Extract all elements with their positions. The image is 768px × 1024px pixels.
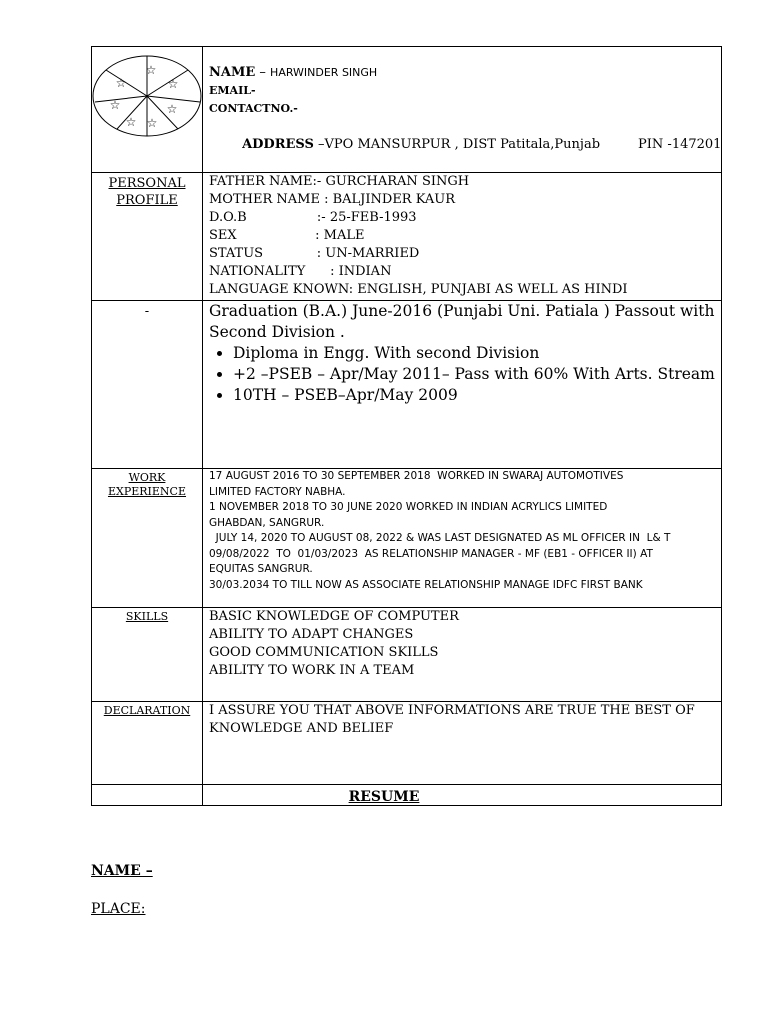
- star-icon: ☆: [167, 77, 179, 91]
- declaration-heading: [92, 702, 203, 785]
- personal-profile-row: [92, 173, 722, 301]
- name-label: NAME: [209, 65, 256, 80]
- declaration-line: KNOWLEDGE AND BELIEF: [209, 721, 394, 736]
- nationality: NATIONALITY : INDIAN: [209, 264, 392, 279]
- education-details: [203, 301, 722, 469]
- work-line: 30/03.2034 TO TILL NOW AS ASSOCIATE RELATIONSHIP MANAGE IDFC FIRST BANK: [209, 578, 643, 591]
- star-icon: ☆: [109, 98, 121, 112]
- star-icon: ☆: [125, 115, 137, 129]
- resume-title: RESUME: [348, 789, 420, 805]
- star-icon: ☆: [145, 63, 157, 77]
- contact-label: CONTACTNO.-: [209, 102, 298, 115]
- work-line: 17 AUGUST 2016 TO 30 SEPTEMBER 2018 WORKED IN SWARAJ AUTOMOTIVES: [209, 470, 624, 482]
- contact-cell: [203, 47, 722, 173]
- personal-profile-heading: [92, 173, 203, 301]
- resume-table: [91, 46, 722, 806]
- work-experience-row: [92, 469, 722, 608]
- declaration-title: DECLARATION: [103, 704, 191, 717]
- education-row: [92, 301, 722, 469]
- address-label: ADDRESS: [242, 137, 314, 152]
- education-intro: Graduation (B.A.) June-2016 (Punjabi Uni. Patiala ) Passout with Second Division .: [209, 302, 715, 341]
- education-heading: [92, 301, 203, 469]
- marital-status: STATUS : UN-MARRIED: [209, 246, 420, 261]
- sex: SEX : MALE: [209, 228, 365, 243]
- work-line: LIMITED FACTORY NABHA.: [209, 485, 346, 498]
- skills-title: SKILLS: [125, 610, 169, 623]
- header-row: [92, 47, 722, 173]
- footer-place-label: PLACE:: [91, 901, 146, 917]
- work-line: JULY 14, 2020 TO AUGUST 08, 2022 & WAS LAST DESIGNATED AS ML OFFICER IN L& T: [209, 532, 671, 544]
- education-title: -: [144, 304, 150, 319]
- skill-item: GOOD COMMUNICATION SKILLS: [209, 645, 439, 660]
- education-list: [209, 343, 721, 406]
- work-title: WORK EXPERIENCE: [107, 471, 187, 498]
- list-item: • +2 –PSEB – Apr/May 2011– Pass with 60% With Arts. Stream: [233, 364, 721, 385]
- work-experience-heading: [92, 469, 203, 608]
- star-icon: ☆: [146, 116, 158, 130]
- list-item: • Diploma in Engg. With second Division: [233, 343, 721, 364]
- skill-item: ABILITY TO ADAPT CHANGES: [209, 627, 414, 642]
- work-line: 1 NOVEMBER 2018 TO 30 JUNE 2020 WORKED IN INDIAN ACRYLICS LIMITED: [209, 501, 608, 513]
- star-icon: ☆: [115, 76, 127, 90]
- skills-heading: [92, 608, 203, 702]
- declaration-line: I ASSURE YOU THAT ABOVE INFORMATIONS ARE TRUE THE BEST OF: [209, 703, 695, 718]
- mother-name: MOTHER NAME : BALJINDER KAUR: [209, 192, 456, 207]
- skill-item: ABILITY TO WORK IN A TEAM: [209, 663, 415, 678]
- name-value: HARWINDER SINGH: [270, 66, 378, 79]
- personal-title-line1: PERSONAL: [108, 176, 186, 191]
- star-icon: ☆: [166, 102, 178, 116]
- skills-details: [203, 608, 722, 702]
- skill-item: BASIC KNOWLEDGE OF COMPUTER: [209, 609, 459, 624]
- list-item: • 10TH – PSEB–Apr/May 2009: [233, 385, 721, 406]
- logo-cell: [92, 47, 203, 173]
- date-of-birth: D.O.B :- 25-FEB-1993: [209, 210, 417, 225]
- address-value: –VPO MANSURPUR , DIST Patitala,Punjab: [313, 137, 601, 152]
- personal-title-line2: PROFILE: [116, 193, 178, 208]
- declaration-row: [92, 702, 722, 785]
- work-line: GHABDAN, SANGRUR.: [209, 516, 325, 529]
- footer-name-label: NAME –: [91, 863, 153, 879]
- personal-profile-details: [203, 173, 722, 301]
- skills-row: [92, 608, 722, 702]
- name-separator: –: [255, 65, 271, 80]
- email-label: EMAIL-: [209, 84, 256, 97]
- work-line: EQUITAS SANGRUR.: [209, 563, 313, 575]
- star-wheel-logo: [92, 54, 202, 138]
- pin-code: PIN -147201: [638, 137, 722, 152]
- work-line: 09/08/2022 TO 01/03/2023 AS RELATIONSHIP MANAGER - MF (EB1 - OFFICER II) AT: [209, 547, 653, 560]
- languages-known: LANGUAGE KNOWN: ENGLISH, PUNJABI AS WELL AS HINDI: [209, 282, 628, 297]
- declaration-details: [203, 702, 722, 785]
- work-experience-details: [203, 469, 722, 608]
- father-name: FATHER NAME:- GURCHARAN SINGH: [209, 174, 470, 189]
